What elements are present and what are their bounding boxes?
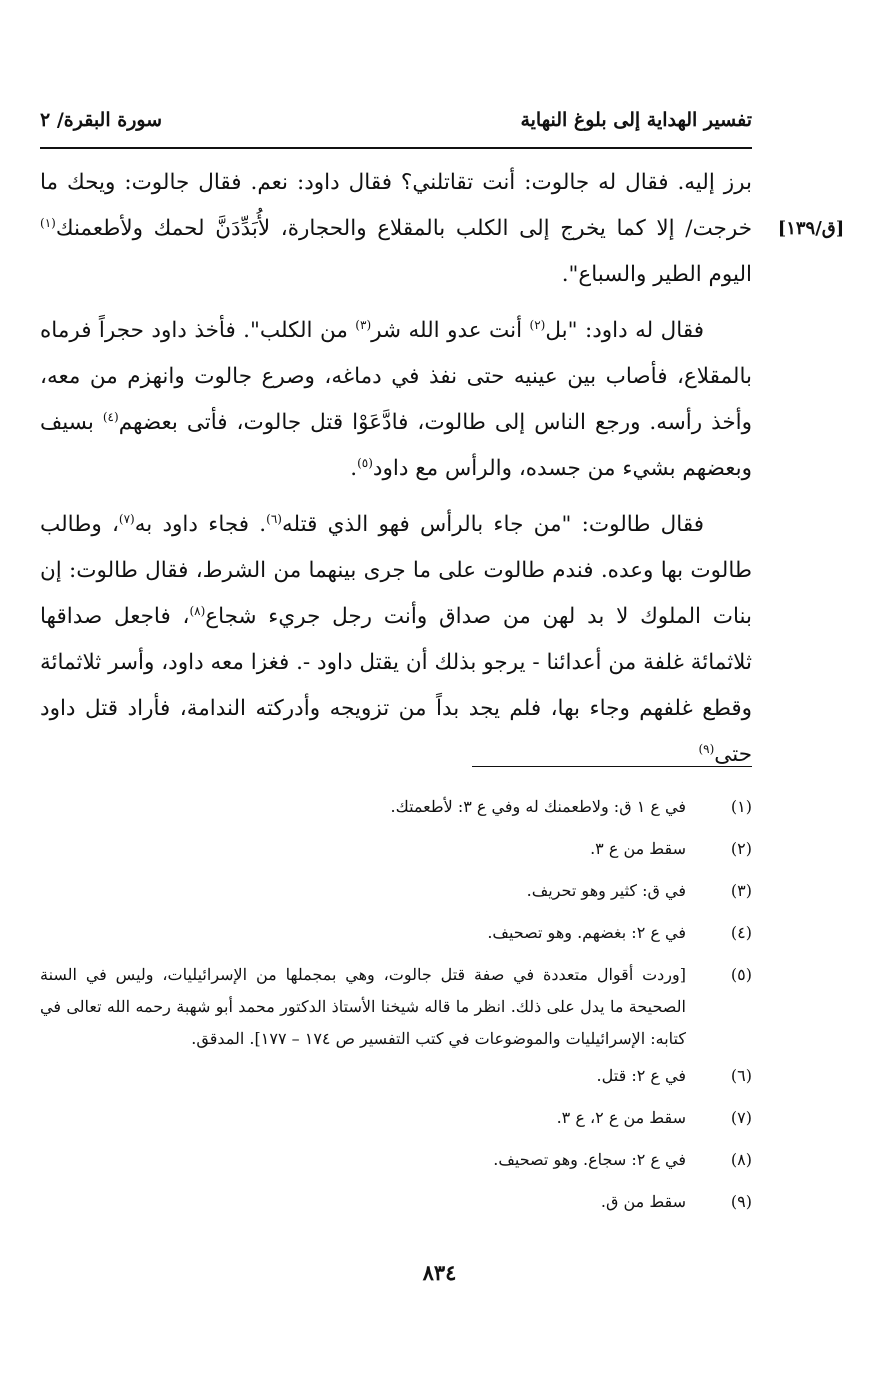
footnote-text: في ق: كثير وهو تحريف. [526, 881, 686, 900]
footnote-item [40, 870, 752, 912]
footnote-marker[interactable]: (٩) [698, 741, 715, 756]
footnote-text: سقط من ق. [600, 1192, 686, 1211]
footnote-separator [472, 766, 752, 767]
text-run: بسيف وبعضهم بشيء من جسده، والرأس مع داود [40, 410, 752, 481]
footnote-marker[interactable]: (٢) [529, 317, 546, 332]
footnote-text: في ع ١ ق: ولاطعمنك له وفي ع ٣: لأطعمتك. [390, 797, 686, 816]
paragraph-2 [40, 308, 752, 492]
footnote-number: (٣) [730, 881, 752, 900]
header-rule [40, 147, 752, 149]
footnote-item [40, 1097, 752, 1139]
footnote-item [40, 828, 752, 870]
paragraph-1 [40, 160, 752, 298]
surah-label: سورة البقرة/ ٢ [40, 109, 163, 131]
footnote-number: (١) [730, 797, 752, 816]
footnote-text: سقط من ع ٢، ع ٣. [556, 1108, 686, 1127]
margin-manuscript-ref: [ق/١٣٩] [777, 218, 845, 239]
paragraph-3 [40, 502, 752, 778]
text-run: . فجاء داود به [134, 512, 267, 537]
text-run: . [350, 456, 358, 481]
running-header [40, 100, 752, 140]
text-run: ، وطالب طالوت بها وعده. فندم طالوت على ما جرى بينهما من الشرط، فقال طالوت: إن بنات الملوك لا بد لهن من صداق وأنت رجل جريء شجاع [40, 512, 752, 629]
footnote-number: (٨) [730, 1150, 752, 1169]
footnote-number: (٢) [730, 839, 752, 858]
footnote-marker[interactable]: (٨) [189, 603, 206, 618]
text-run: اليوم الطير والسباع". [561, 262, 752, 287]
footnote-marker[interactable]: (٧) [118, 511, 135, 526]
footnote-marker[interactable]: (١) [40, 215, 56, 230]
text-run: أنت عدو الله شر [371, 318, 530, 343]
footnote-text: سقط من ع ٣. [590, 839, 686, 858]
main-text [40, 160, 752, 788]
footnote-marker[interactable]: (٦) [266, 511, 282, 526]
footnote-text: في ع ٢: قتل. [596, 1066, 686, 1085]
footnote-item [40, 912, 752, 954]
text-run: فقال طالوت: "من جاء بالرأس فهو الذي قتله [281, 512, 705, 537]
footnote-marker[interactable]: (٥) [357, 455, 373, 470]
text-run: ، فاجعل صداقها ثلاثمائة غلفة من أعدائنا - يرجو بذلك أن يقتل داود -. فغزا معه داود، وأسر ثلاثمائة وقطع غلفهم وجاء بها، فلم يجد بداً من تزويجه وأدركته الندامة، فأراد قتل داود حتى [40, 604, 752, 767]
footnote-number: (٦) [730, 1066, 752, 1085]
footnote-text: في ع ٢: سجاع. وهو تصحيف. [493, 1150, 686, 1169]
footnote-item [40, 1139, 752, 1181]
footnote-marker[interactable]: (٣) [355, 317, 372, 332]
footnote-item [40, 786, 752, 828]
text-run: من الكلب". فأخذ داود حجراً فرماه بالمقلاع، فأصاب بين عينيه حتى نفذ في دماغه، وصرع جالوت وانهزم من معه، وأخذ رأسه. ورجع الناس إلى طالوت، فادَّعَوْا قتل جالوت، فأتى بعضهم [40, 318, 752, 435]
footnote-number: (٩) [730, 1192, 752, 1211]
footnotes-list [40, 786, 752, 1223]
footnote-marker[interactable]: (٤) [102, 409, 119, 424]
footnote-text: [وردت أقوال متعددة في صفة قتل جالوت، وهي بمجملها من الإسرائيليات، وليس في السنة الصحيحة ما يدل على ذلك. انظر ما قاله شيخنا الأستاذ الدكتور محمد أبو شهبة رحمه الله تعالى في كتابه: الإسرائيليات والموضوعات في كتب التفسير ص ١٧٤ – ١٧٧]. المدقق. [40, 965, 686, 1048]
book-title: تفسير الهداية إلى بلوغ النهاية [520, 109, 752, 131]
footnote-number: (٤) [730, 923, 752, 942]
text-run: فقال له داود: "بل [545, 318, 705, 343]
footnote-item [40, 1055, 752, 1097]
footnote-item [40, 1181, 752, 1223]
footnote-item [40, 954, 752, 1055]
page-number: ٨٣٤ [422, 1260, 457, 1285]
footnote-number: (٥) [730, 965, 752, 984]
footnote-text: في ع ٢: بغضهم. وهو تصحيف. [487, 923, 686, 942]
text-run: برز إليه. فقال له جالوت: أنت تقاتلني؟ فقال داود: نعم. فقال جالوت: ويحك ما خرجت/ إلا كما يخرج إلى الكلب بالمقلاع والحجارة، لأُبَدِّدَنَّ لحمك ولأطعمنك [40, 170, 752, 241]
footnote-number: (٧) [730, 1108, 752, 1127]
